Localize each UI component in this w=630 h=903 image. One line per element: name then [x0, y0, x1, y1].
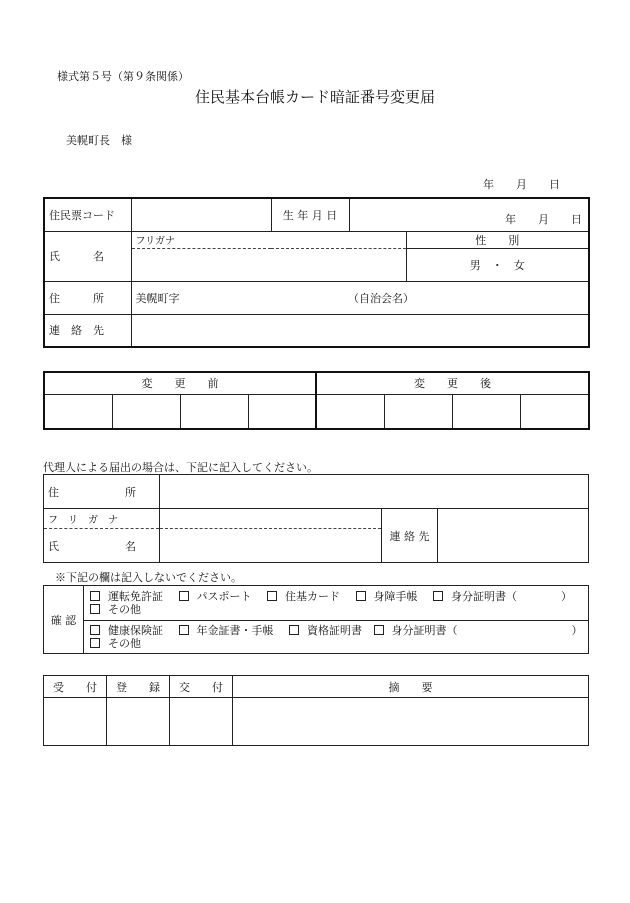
id-option: パスポート — [196, 590, 252, 603]
proxy-address-label: 住 所 — [44, 475, 160, 509]
checkbox[interactable] — [90, 604, 100, 614]
checkbox[interactable] — [90, 638, 100, 648]
pin-after-digit[interactable] — [384, 394, 452, 429]
form-number: 様式第５号（第９条関係） — [57, 70, 189, 83]
remarks-header: 摘 要 — [233, 676, 589, 698]
pin-after-digit[interactable] — [316, 394, 384, 429]
proxy-name-label: 氏 名 — [44, 529, 160, 563]
registered-header: 登 録 — [107, 676, 170, 698]
received-field[interactable] — [44, 698, 107, 746]
remarks-field[interactable] — [233, 698, 589, 746]
confirm-label: 確 認 — [44, 586, 84, 654]
proxy-contact-field[interactable] — [438, 509, 589, 563]
address-label: 住 所 — [44, 281, 131, 314]
pin-before-digit[interactable] — [180, 394, 248, 429]
received-header: 受 付 — [44, 676, 107, 698]
submission-date: 年 月 日 — [483, 178, 560, 191]
addressee: 美幌町長 様 — [66, 134, 132, 147]
checkbox[interactable] — [374, 625, 384, 635]
id-option: 身分証明書（ — [391, 624, 458, 637]
confirm-row-2 — [84, 621, 589, 654]
pin-after-digit[interactable] — [520, 394, 589, 429]
checkbox[interactable] — [267, 591, 277, 601]
id-option: その他 — [108, 637, 141, 650]
proxy-address-field[interactable] — [160, 475, 589, 509]
id-option: 住基カード — [285, 590, 340, 603]
birth-date-label: 生 年 月 日 — [271, 198, 349, 231]
confirmation-table — [43, 585, 589, 654]
closing-paren: ） — [571, 624, 583, 637]
contact-label: 連 絡 先 — [44, 314, 131, 347]
furigana-field[interactable] — [131, 231, 406, 248]
checkbox[interactable] — [179, 591, 189, 601]
pin-after-label: 変 更 後 — [316, 372, 589, 394]
id-option: 身分証明書（ ） — [451, 590, 572, 603]
proxy-intro: 代理人による届出の場合は、下記に記入してください。 — [43, 461, 318, 474]
proxy-furigana-field[interactable] — [160, 509, 382, 529]
id-option: 年金証書・手帳 — [196, 624, 274, 637]
id-option: 健康保険証 — [108, 624, 163, 637]
neighborhood-association: （自治会名） — [348, 291, 414, 305]
id-option: 身障手帳 — [373, 590, 418, 603]
furigana-label: フリガナ — [135, 236, 175, 247]
proxy-furigana-label: フ リ ガ ナ — [44, 509, 160, 529]
id-option: 運転免許証 — [108, 590, 163, 603]
applicant-table — [43, 197, 590, 348]
id-option: 資格証明書 — [307, 624, 362, 637]
form-title: 住民基本台帳カード暗証番号変更届 — [194, 88, 435, 106]
contact-field[interactable] — [131, 314, 589, 347]
checkbox[interactable] — [90, 625, 100, 635]
id-option: その他 — [108, 603, 141, 616]
pin-before-label: 変 更 前 — [44, 372, 316, 394]
resident-code-field[interactable] — [131, 198, 271, 231]
checkbox[interactable] — [433, 591, 443, 601]
name-field[interactable] — [131, 248, 406, 281]
checkbox[interactable] — [90, 591, 100, 601]
checkbox[interactable] — [356, 591, 366, 601]
confirm-row-1 — [84, 586, 589, 621]
issued-field[interactable] — [170, 698, 233, 746]
name-label-text: 氏 名 — [49, 250, 104, 263]
address-prefix: 美幌町字 — [135, 291, 180, 305]
pin-before-digit[interactable] — [248, 394, 316, 429]
proxy-name-field[interactable] — [160, 529, 382, 563]
pin-after-digit[interactable] — [452, 394, 520, 429]
pin-before-digit[interactable] — [44, 394, 112, 429]
office-use-note: ※下記の欄は記入しないでください。 — [55, 571, 242, 584]
birth-date-field[interactable]: 年 月 日 — [349, 198, 589, 231]
sex-label: 性 別 — [406, 231, 589, 248]
pin-before-digit[interactable] — [112, 394, 180, 429]
checkbox[interactable] — [179, 625, 189, 635]
address-field[interactable] — [131, 281, 589, 314]
receipt-table — [43, 675, 589, 746]
proxy-table — [43, 474, 589, 563]
proxy-contact-label: 連 絡 先 — [382, 509, 438, 563]
pin-table — [43, 371, 590, 430]
sex-field[interactable]: 男 ・ 女 — [406, 248, 589, 281]
registered-field[interactable] — [107, 698, 170, 746]
issued-header: 交 付 — [170, 676, 233, 698]
name-label — [44, 231, 131, 281]
resident-code-label: 住民票コード — [44, 198, 131, 231]
checkbox[interactable] — [289, 625, 299, 635]
